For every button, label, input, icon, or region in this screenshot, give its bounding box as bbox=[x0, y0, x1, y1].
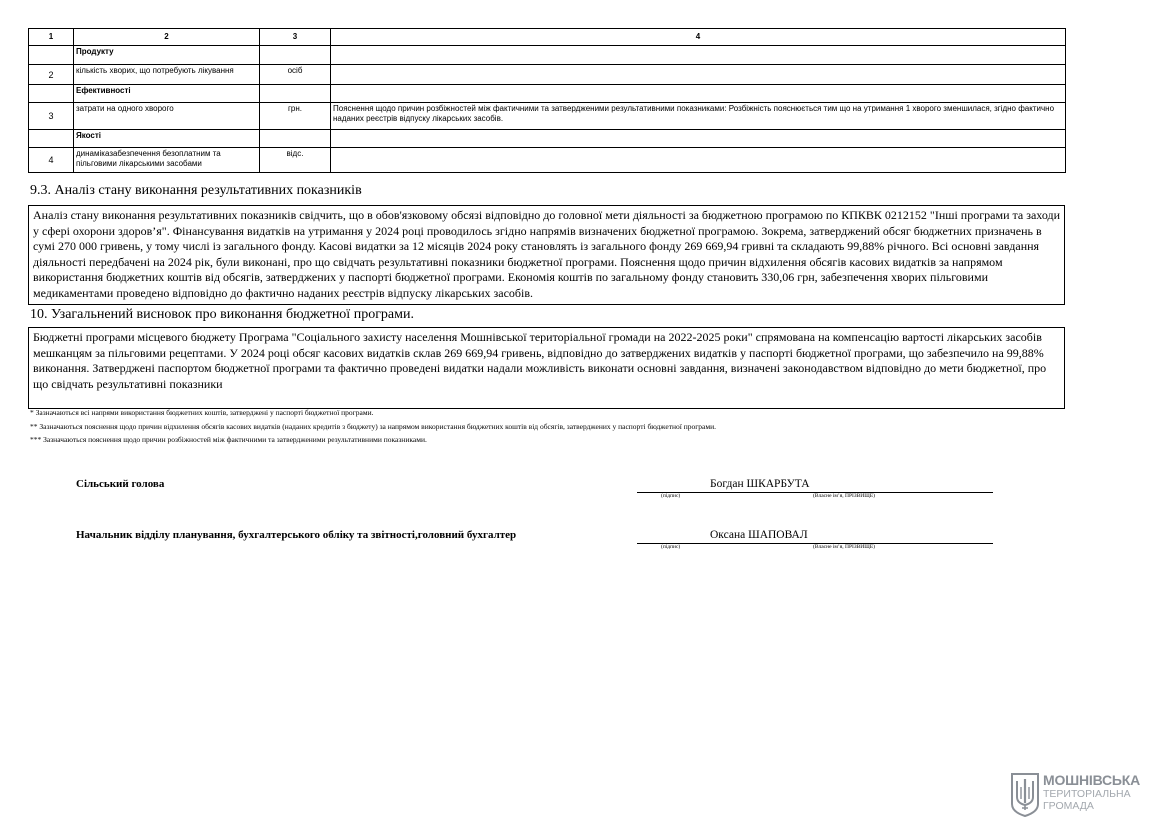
section-label-product: Продукту bbox=[74, 46, 260, 65]
row-number: 3 bbox=[29, 103, 74, 130]
signature-name: Оксана ШАПОВАЛ bbox=[710, 529, 808, 541]
footnote: ** Зазначаються пояснення щодо причин відхилення обсягів касових видатків (наданих кредитів з бюджету) за напрямом використання бюджетних коштів від обсягів, затверджених у паспорті бюджетної програми. bbox=[30, 422, 717, 431]
indicator-name: кількість хворих, що потребують лікування bbox=[74, 65, 260, 85]
section-10-title: 10. Узагальнений висновок про виконання бюджетної програми. bbox=[30, 307, 414, 322]
indicator-unit: відс. bbox=[260, 148, 331, 173]
table-header-row bbox=[29, 29, 1066, 46]
signature-role: Сільський голова bbox=[76, 478, 165, 490]
name-caption: (Власне ім’я, ПРІЗВИЩЕ) bbox=[813, 544, 876, 550]
section-9-3-title: 9.3. Аналіз стану виконання результативних показників bbox=[30, 183, 362, 198]
signature-caption: (підпис) bbox=[661, 544, 681, 550]
section-9-3-text: Аналіз стану виконання результативних показників свідчить, що в обов'язковому обсязі відповідно до головної мети діяльності за бюджетною програмою по КПКВК 0212152 "Інші програми та заходи у сфері охорони здоров’я". Фінансування видатків на утримання у 2024 році проводилось згідно напрямів визначених бюджетної програмою. Зокрема, затверджений обсяг бюджетних призначень в сумі 270 000 гривень, у тому числі із загального фонду. Касові видатки за 12 місяців 2024 року становлять із загального фонду 269 669,94 гривні та складають 99,88% річного. Всі основні завдання діяльності передбачені на 2024 рік, були виконані, про що свідчать результативні показники бюджетної програми. Пояснення щодо причин відхилення обсягів касових видатків за напрямом використання бюджетних коштів від обсягів, затверджених у паспорті бюджетної програми. Економія коштів по загальному фонду становить 330,06 грн, забезпечення хворих пільговими медикаментами проведено відповідно до фактично наданих реєстрів відпуску лікарських засобів. bbox=[28, 205, 1065, 305]
row-number: 2 bbox=[29, 65, 74, 85]
indicators-table bbox=[28, 28, 1066, 173]
header-cell: 4 bbox=[331, 29, 1066, 46]
section-label-efficiency: Ефективності bbox=[74, 85, 260, 103]
indicator-note bbox=[331, 65, 1066, 85]
section-row-efficiency bbox=[29, 85, 1066, 103]
footnote: * Зазначаються всі напрями використання бюджетних коштів, затверджені у паспорті бюджетної програми. bbox=[30, 408, 374, 417]
community-logo bbox=[1010, 773, 1150, 817]
table-row bbox=[29, 65, 1066, 85]
signature-caption: (підпис) bbox=[661, 493, 681, 499]
header-cell: 2 bbox=[74, 29, 260, 46]
section-10-text: Бюджетні програми місцевого бюджету Програма "Соціального захисту населення Мошнівської територіальної громади на 2022-2025 роки" спрямована на компенсацію вартості лікарських засобів мешканцям за пільговими рецептами. У 2024 році обсяг касових видатків склав 269 669,94 гривень, відповідно до затверджених видатків у паспорті бюджетної програми, що забезпечило на 99,88% виконання. Затверджені паспортом бюджетної програми та фактично проведені видатки надали можливість виконати основні завдання, визначені законодавством відповідно до мети бюджетної, про що свідчать результативні показники bbox=[28, 327, 1065, 409]
indicator-unit: осіб bbox=[260, 65, 331, 85]
footnote: *** Зазначаються пояснення щодо причин розбіжностей між фактичними та затвердженими результативними показниками. bbox=[30, 435, 427, 444]
logo-title: МОШНІВСЬКА bbox=[1043, 772, 1141, 788]
logo-subtitle: ТЕРИТОРІАЛЬНА bbox=[1043, 788, 1131, 800]
row-number: 4 bbox=[29, 148, 74, 173]
table-row bbox=[29, 148, 1066, 173]
logo-subtitle: ГРОМАДА bbox=[1043, 800, 1094, 812]
indicator-note: Пояснення щодо причин розбіжностей між фактичними та затвердженими результативними показниками: Розбіжність пояснюється тим що на утримання 1 хворого зменшилася, згідно фактично наданих реєстрів відпуску лікарських засобів. bbox=[331, 103, 1066, 130]
name-caption: (Власне ім’я, ПРІЗВИЩЕ) bbox=[813, 493, 876, 499]
indicator-note bbox=[331, 148, 1066, 173]
signature-role: Начальник відділу планування, бухгалтерського обліку та звітності,головний бухгалтер bbox=[76, 529, 517, 541]
trident-emblem-icon bbox=[1010, 773, 1040, 817]
indicator-unit: грн. bbox=[260, 103, 331, 130]
signature-name: Богдан ШКАРБУТА bbox=[710, 478, 810, 490]
indicator-name: динамiказабезпечення безоплатним та пільговими лікарськими засобами bbox=[74, 148, 260, 173]
table-row bbox=[29, 103, 1066, 130]
indicator-name: затрати на одного хворого bbox=[74, 103, 260, 130]
header-cell: 1 bbox=[29, 29, 74, 46]
header-cell: 3 bbox=[260, 29, 331, 46]
section-label-quality: Якості bbox=[74, 130, 260, 148]
section-row-product bbox=[29, 46, 1066, 65]
section-row-quality bbox=[29, 130, 1066, 148]
